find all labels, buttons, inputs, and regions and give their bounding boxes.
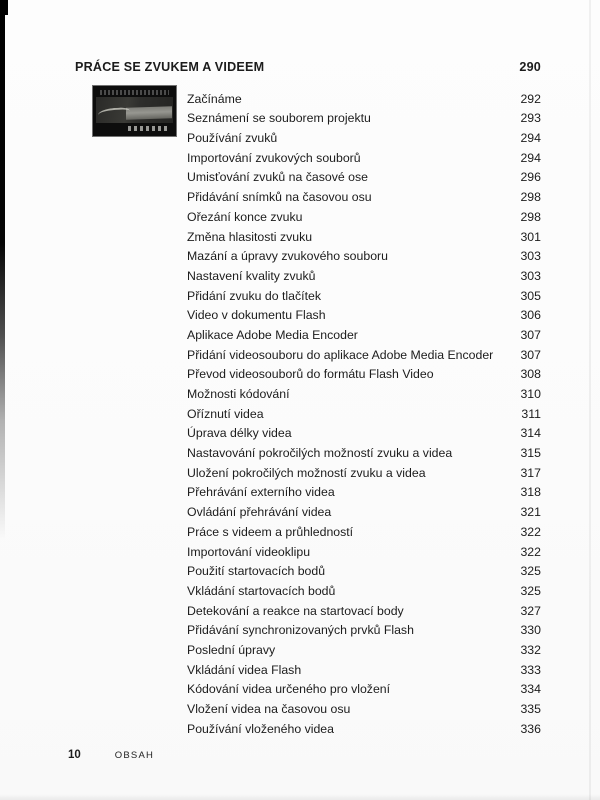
toc-entry-row bbox=[187, 638, 541, 658]
entry-page-number: 293 bbox=[520, 111, 541, 126]
entry-page-number: 311 bbox=[521, 406, 541, 421]
entry-page-number: 294 bbox=[520, 150, 541, 165]
scan-edge-left bbox=[0, 0, 5, 540]
page-footer bbox=[68, 749, 154, 761]
entry-page-number: 315 bbox=[520, 446, 541, 461]
toc-entry-row bbox=[187, 560, 541, 580]
toc-entry-row bbox=[187, 599, 541, 619]
toc-entry-row bbox=[187, 205, 541, 225]
scan-edge-corner bbox=[0, 0, 8, 15]
entry-title: Přidání videosouboru do aplikace Adobe Media Encoder bbox=[187, 347, 494, 362]
entry-page-number: 327 bbox=[520, 603, 541, 618]
toc-entry-row bbox=[187, 402, 541, 422]
entry-page-number: 303 bbox=[520, 268, 541, 283]
entry-title: Ořezání konce zvuku bbox=[187, 209, 303, 224]
entry-title: Oříznutí videa bbox=[187, 406, 264, 421]
toc-entry-row bbox=[187, 107, 541, 127]
entry-title: Použití startovacích bodů bbox=[187, 564, 326, 579]
entry-page-number: 305 bbox=[520, 288, 541, 303]
toc-entry-row bbox=[187, 678, 541, 698]
entry-page-number: 336 bbox=[520, 721, 541, 736]
entry-page-number: 318 bbox=[520, 485, 541, 500]
entry-page-number: 303 bbox=[520, 249, 541, 264]
toc-entry-row bbox=[187, 461, 541, 481]
toc-entry-row bbox=[187, 658, 541, 678]
toc-entry-row bbox=[187, 323, 541, 343]
toc-entry-row bbox=[187, 166, 541, 186]
chapter-title: PRÁCE SE ZVUKEM A VIDEEM bbox=[75, 60, 265, 74]
entry-page-number: 310 bbox=[520, 387, 541, 401]
entry-title: Vkládání startovacích bodů bbox=[187, 583, 336, 598]
entry-title: Detekování a reakce na startovací body bbox=[187, 603, 404, 618]
entry-title: Importování videoklipu bbox=[187, 544, 311, 559]
chapter-page-number: 290 bbox=[519, 60, 541, 74]
entry-page-number: 294 bbox=[520, 131, 541, 146]
entry-page-number: 333 bbox=[520, 662, 541, 677]
entry-title: Možnosti kódování bbox=[187, 387, 290, 401]
entry-title: Práce s videem a průhledností bbox=[187, 524, 354, 539]
entry-page-number: 306 bbox=[520, 308, 541, 323]
scan-edge-bottom bbox=[0, 794, 600, 800]
scan-edge-right bbox=[589, 0, 591, 800]
toc-entry-row bbox=[187, 717, 541, 737]
footer-section-label: OBSAH bbox=[114, 750, 155, 761]
entry-title: Úprava délky videa bbox=[187, 426, 292, 441]
entry-title: Přidávání synchronizovaných prvků Flash bbox=[187, 623, 414, 638]
entry-page-number: 332 bbox=[520, 642, 541, 657]
entry-page-number: 335 bbox=[520, 702, 541, 716]
chapter-heading-row bbox=[75, 55, 541, 74]
entry-page-number: 334 bbox=[520, 682, 541, 697]
toc-entry-row bbox=[187, 146, 541, 166]
entry-title: Přidání zvuku do tlačítek bbox=[187, 288, 321, 303]
entry-page-number: 321 bbox=[520, 505, 541, 520]
entry-title: Přehrávání externího videa bbox=[187, 485, 335, 500]
toc-entry-row bbox=[187, 304, 541, 324]
toc-entry-row bbox=[187, 225, 541, 245]
entry-title: Používání zvuků bbox=[187, 131, 278, 146]
entry-title: Změna hlasitosti zvuku bbox=[187, 229, 313, 244]
entry-page-number: 308 bbox=[520, 367, 541, 382]
entry-title: Převod videosouborů do formátu Flash Video bbox=[187, 367, 434, 382]
entry-title: Nastavení kvality zvuků bbox=[187, 268, 316, 283]
toc-entry-row bbox=[187, 619, 541, 639]
toc-entry-row bbox=[187, 481, 541, 501]
entry-title: Importování zvukových souborů bbox=[187, 150, 361, 165]
entry-page-number: 314 bbox=[520, 426, 541, 441]
entry-page-number: 317 bbox=[520, 465, 541, 480]
toc-entry-row bbox=[187, 697, 541, 717]
entry-page-number: 296 bbox=[520, 170, 541, 185]
toc-entry-row bbox=[187, 185, 541, 205]
entry-page-number: 325 bbox=[520, 564, 541, 579]
entry-page-number: 307 bbox=[520, 327, 541, 342]
toc-entry-row bbox=[187, 363, 541, 383]
table-of-contents bbox=[75, 55, 541, 737]
entry-title: Kódování videa určeného pro vložení bbox=[187, 682, 391, 697]
entry-title: Aplikace Adobe Media Encoder bbox=[187, 327, 358, 342]
toc-entry-row bbox=[187, 343, 541, 363]
entry-title: Umisťování zvuků na časové ose bbox=[187, 170, 368, 185]
toc-entry-row bbox=[187, 126, 541, 146]
entry-title: Ovládání přehrávání videa bbox=[187, 505, 332, 520]
entry-title: Používání vloženého videa bbox=[187, 721, 334, 736]
entry-title: Přidávání snímků na časovou osu bbox=[187, 190, 372, 205]
toc-entry-row bbox=[187, 87, 541, 107]
entry-page-number: 301 bbox=[520, 229, 541, 244]
entry-title: Nastavování pokročilých možností zvuku a videa bbox=[187, 446, 453, 461]
entry-page-number: 292 bbox=[520, 91, 541, 106]
entry-page-number: 322 bbox=[520, 524, 541, 539]
entry-page-number: 322 bbox=[520, 544, 541, 559]
entry-title: Vkládání videa Flash bbox=[187, 662, 302, 677]
folio-page-number: 10 bbox=[68, 749, 81, 761]
entry-title: Uložení pokročilých možností zvuku a videa bbox=[187, 465, 426, 480]
entry-page-number: 298 bbox=[520, 209, 541, 224]
toc-entry-row bbox=[187, 264, 541, 284]
entry-page-number: 325 bbox=[520, 583, 541, 598]
toc-entry-row bbox=[187, 422, 541, 442]
entry-title: Vložení videa na časovou osu bbox=[187, 702, 351, 716]
toc-entry-list bbox=[75, 87, 541, 737]
entry-title: Mazání a úpravy zvukového souboru bbox=[187, 249, 388, 264]
toc-entry-row bbox=[187, 284, 541, 304]
entry-title: Poslední úpravy bbox=[187, 642, 276, 657]
entry-page-number: 307 bbox=[520, 347, 541, 362]
toc-entry-row bbox=[187, 382, 541, 402]
entry-title: Seznámení se souborem projektu bbox=[187, 111, 371, 126]
entry-title: Video v dokumentu Flash bbox=[187, 308, 326, 323]
toc-entry-row bbox=[187, 500, 541, 520]
toc-entry-row bbox=[187, 540, 541, 560]
entry-page-number: 330 bbox=[520, 623, 541, 638]
toc-entry-row bbox=[187, 579, 541, 599]
toc-entry-row bbox=[187, 245, 541, 265]
entry-title: Začínáme bbox=[187, 91, 242, 106]
toc-entry-row bbox=[187, 520, 541, 540]
entry-page-number: 298 bbox=[520, 190, 541, 205]
toc-entry-row bbox=[187, 441, 541, 461]
